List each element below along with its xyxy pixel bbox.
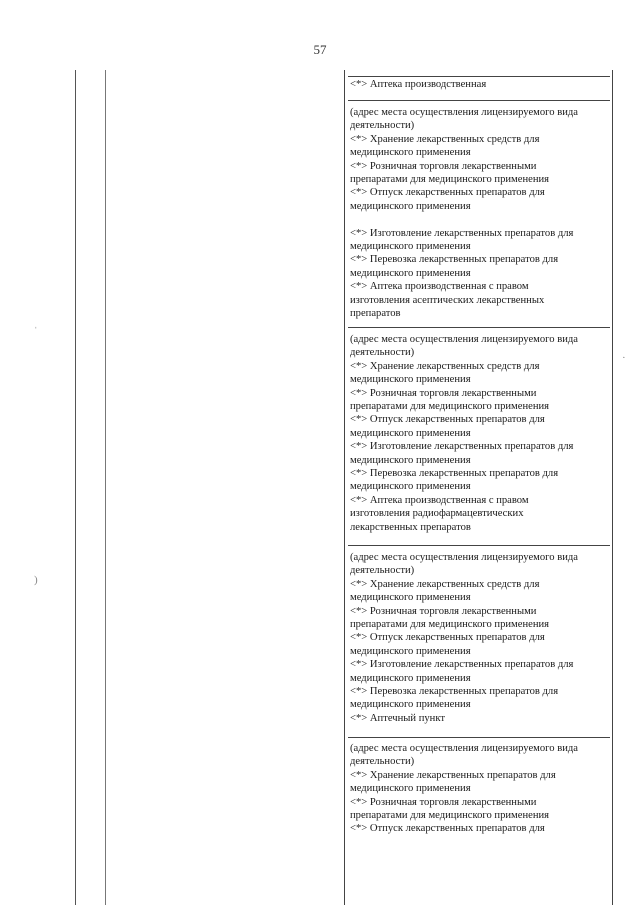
text-line: (адрес места осуществления лицензируемого вида bbox=[350, 743, 578, 754]
text-line: (адрес места осуществления лицензируемого вида bbox=[350, 552, 578, 563]
table-column-divider bbox=[105, 70, 106, 905]
document-text-block bbox=[350, 551, 612, 725]
page-number: 57 bbox=[313, 42, 327, 57]
text-line: <*> Розничная торговля лекарственными bbox=[350, 796, 537, 808]
text-line: <*> Перевозка лекарственных препаратов для bbox=[350, 254, 559, 266]
text-line: медицинского применения bbox=[350, 481, 471, 493]
text-line: препаратами для медицинского применения bbox=[350, 401, 550, 413]
scan-mark: ) bbox=[34, 574, 38, 586]
text-line: препаратов bbox=[350, 308, 401, 320]
text-line: <*> Отпуск лекарственных препаратов для bbox=[350, 632, 545, 644]
text-line: <*> Отпуск лекарственных препаратов для bbox=[350, 187, 545, 199]
scan-mark: · bbox=[622, 352, 626, 364]
table-column-divider bbox=[344, 70, 345, 905]
text-line: медицинского применения bbox=[350, 672, 471, 684]
text-line: медицинского применения bbox=[350, 783, 471, 795]
document-text-block bbox=[350, 78, 612, 91]
text-line: <*> Аптека производственная bbox=[350, 79, 487, 90]
text-line: препаратами для медицинского применения bbox=[350, 619, 550, 631]
scan-mark: ˈ bbox=[34, 325, 38, 337]
text-line: <*> Отпуск лекарственных препаратов для bbox=[350, 823, 545, 835]
text-line: медицинского применения bbox=[350, 374, 471, 386]
text-line: <*> Перевозка лекарственных препаратов для bbox=[350, 468, 559, 480]
text-line: изготовления асептических лекарственных bbox=[350, 294, 545, 306]
text-line: <*> Розничная торговля лекарственными bbox=[350, 387, 537, 399]
text-line: <*> Перевозка лекарственных препаратов для bbox=[350, 686, 559, 698]
table-border-right bbox=[612, 70, 613, 905]
text-line: медицинского применения bbox=[350, 427, 471, 439]
text-line: лекарственных препаратов bbox=[350, 521, 471, 533]
text-line: медицинского применения bbox=[350, 454, 471, 466]
text-line: деятельности) bbox=[350, 565, 415, 577]
address-underline bbox=[348, 76, 610, 77]
text-line: (адрес места осуществления лицензируемого вида bbox=[350, 107, 578, 118]
text-line: (адрес места осуществления лицензируемого вида bbox=[350, 334, 578, 345]
text-line: деятельности) bbox=[350, 347, 415, 359]
text-line: <*> Розничная торговля лекарственными bbox=[350, 605, 537, 617]
document-text-block bbox=[350, 106, 612, 321]
text-line: <*> Аптека производственная с правом bbox=[350, 281, 529, 293]
text-line: медицинского применения bbox=[350, 592, 471, 604]
text-line: <*> Розничная торговля лекарственными bbox=[350, 160, 537, 172]
text-line: <*> Хранение лекарственных средств для bbox=[350, 578, 540, 590]
text-line: <*> Отпуск лекарственных препаратов для bbox=[350, 414, 545, 426]
address-underline bbox=[348, 327, 610, 328]
text-line: <*> Изготовление лекарственных препаратов для bbox=[350, 441, 574, 453]
text-line: медицинского применения bbox=[350, 645, 471, 657]
text-line: <*> Изготовление лекарственных препаратов для bbox=[350, 227, 574, 239]
text-line: медицинского применения bbox=[350, 200, 471, 212]
text-line: медицинского применения bbox=[350, 699, 471, 711]
text-line: <*> Аптечный пункт bbox=[350, 712, 445, 724]
text-line: деятельности) bbox=[350, 120, 415, 132]
text-line: медицинского применения bbox=[350, 241, 471, 253]
text-line: препаратами для медицинского применения bbox=[350, 810, 550, 822]
text-line: медицинского применения bbox=[350, 147, 471, 159]
address-underline bbox=[348, 100, 610, 101]
blank-line bbox=[350, 213, 612, 226]
document-text-block bbox=[350, 742, 612, 836]
text-line: медицинского применения bbox=[350, 267, 471, 279]
address-underline bbox=[348, 545, 610, 546]
address-underline bbox=[348, 737, 610, 738]
table-border-left bbox=[75, 70, 76, 905]
text-line: деятельности) bbox=[350, 756, 415, 768]
text-line: <*> Аптека производственная с правом bbox=[350, 494, 529, 506]
text-line: <*> Хранение лекарственных средств для bbox=[350, 360, 540, 372]
text-line: изготовления радиофармацевтических bbox=[350, 508, 524, 520]
document-text-block bbox=[350, 333, 612, 534]
text-line: <*> Изготовление лекарственных препаратов для bbox=[350, 659, 574, 671]
text-line: <*> Хранение лекарственных средств для bbox=[350, 133, 540, 145]
text-line: <*> Хранение лекарственных препаратов для bbox=[350, 769, 556, 781]
text-line: препаратами для медицинского применения bbox=[350, 174, 550, 186]
